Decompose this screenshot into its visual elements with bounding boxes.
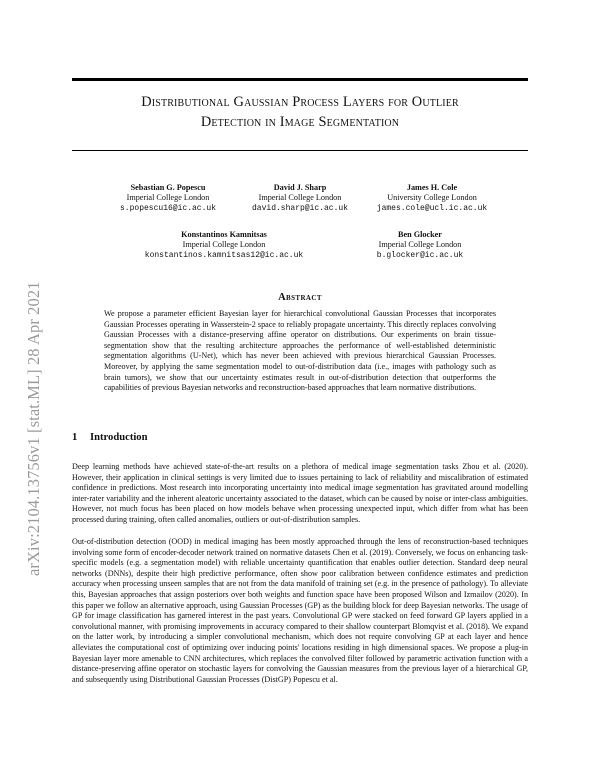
author-name: James H. Cole [406, 183, 458, 192]
author-name: David J. Sharp [273, 183, 327, 192]
author-block [102, 183, 234, 214]
author-email: s.popescu16@ic.ac.uk [119, 203, 216, 213]
title-line-1: Distributional Gaussian Process Layers for Outlier [141, 94, 459, 110]
author-email: david.sharp@ic.ac.uk [251, 203, 348, 213]
author-email: b.glocker@ic.ac.uk [376, 250, 464, 260]
title-rule-bottom [72, 150, 528, 151]
author-affiliation: Imperial College London [378, 240, 462, 250]
author-block [364, 183, 500, 214]
author-affiliation: Imperial College London [182, 240, 266, 250]
intro-paragraph-2: Out-of-distribution detection (OOD) in medical imaging has been mostly approached through the lens of reconstruction-based techniques involving some form of encoder-decoder network trained on normative datasets Chen et al. (2019). Conversely, we focus on enhancing task-specific models (e.g. a segmentation model) with reliable uncertainty quantification that enables outlier detection. Standard deep neural networks (DNNs), despite their high predictive performance, often show poor calibration between confidence estimates and prediction accuracy when processing unseen samples that are not from the data manifold of training set (e.g. in the presence of pathology). To alleviate this, Bayesian approaches that assign posteriors over both weights and function space have been proposed Wilson and Izmailov (2020). In this paper we follow an alternative approach, using Gaussian Processes (GP) as the building block for deep Bayesian networks. The usage of GP for image classification has garnered interest in the past years. Convolutional GP were stacked on feed forward GP layers applied in a convolutional manner, with promising improvements in accuracy compared to their shallow counterpart Blomqvist et al. (2018). We expand on the latter work, by introducing a simpler convolutional mechanism, which does not require convolving GP at each layer and hence alleviates the computational cost of optimizing over inducing points' locations residing in high dimensional spaces. We propose a plug-in Bayesian layer more amenable to CNN architectures, which replaces the convolved filter followed by parametric activation function with a distance-preserving affine operator on stochastic layers for convolving the Gaussian measures from the previous layer of a hierarchical GP, and subsequently using Distributional Gaussian Processes (DistGP) Popescu et al. [72, 537, 528, 684]
section-number: 1 [72, 432, 78, 443]
title-line-2: Detection in Image Segmentation [200, 114, 400, 130]
abstract-heading: Abstract [278, 292, 322, 303]
author-affiliation: Imperial College London [258, 193, 342, 203]
author-block [134, 230, 314, 261]
author-email: james.cole@ucl.ic.ac.uk [376, 203, 488, 213]
author-block [360, 230, 480, 261]
title-rule-top [72, 78, 528, 81]
abstract-body: We propose a parameter efficient Bayesian layer for hierarchical convolutional Gaussian Processes that incorporates Gaussian Processes operating in Wasserstein-2 space to reliably propagate uncertainty. This directly replaces convolving Gaussian Processes with a distance-preserving affine operator on distributions. Our experiments on brain tissue-segmentation show that the resulting architecture approaches the performance of well-established deterministic segmentation algorithms (U-Net), which has never been achieved with previous hierarchical Gaussian Processes. Moreover, by applying the same segmentation model to out-of-distribution data (i.e., images with pathology such as brain tumors), we show that our uncertainty estimates result in out-of-distribution detection that outperforms the capabilities of previous Bayesian networks and reconstruction-based approaches that learn normative distributions. [104, 309, 496, 393]
author-affiliation: University College London [387, 193, 477, 203]
section-title: Introduction [90, 432, 148, 443]
author-block [244, 183, 356, 214]
arxiv-stamp [4, 196, 44, 576]
paper-title [72, 92, 528, 132]
author-name: Konstantinos Kamnitsas [181, 230, 267, 239]
section-heading [72, 432, 148, 443]
author-name: Ben Glocker [398, 230, 442, 239]
author-affiliation: Imperial College London [126, 193, 210, 203]
arxiv-stamp-text: arXiv:2104.13756v1 [stat.ML] 28 Apr 2021 [24, 281, 43, 576]
intro-paragraph-1: Deep learning methods have achieved state-of-the-art results on a plethora of medical image segmentation tasks Zhou et al. (2020). However, their application in clinical settings is very limited due to issues pertaining to lack of reliability and miscalibration of estimated confidence in predictions. Most research into incorporating uncertainty into medical image segmentation has gravitated around modelling inter-rater variability and the inherent aleatoric uncertainty associated to the dataset, which can be caused by noise or inter-class ambiguities. However, not much focus has been placed on how models behave when processing unexpected input, which differ from what has been processed during training, often called anomalies, outliers or out-of-distribution samples. [72, 462, 528, 524]
author-email: konstantinos.kamnitsas12@ic.ac.uk [144, 250, 304, 260]
author-name: Sebastian G. Popescu [130, 183, 206, 192]
